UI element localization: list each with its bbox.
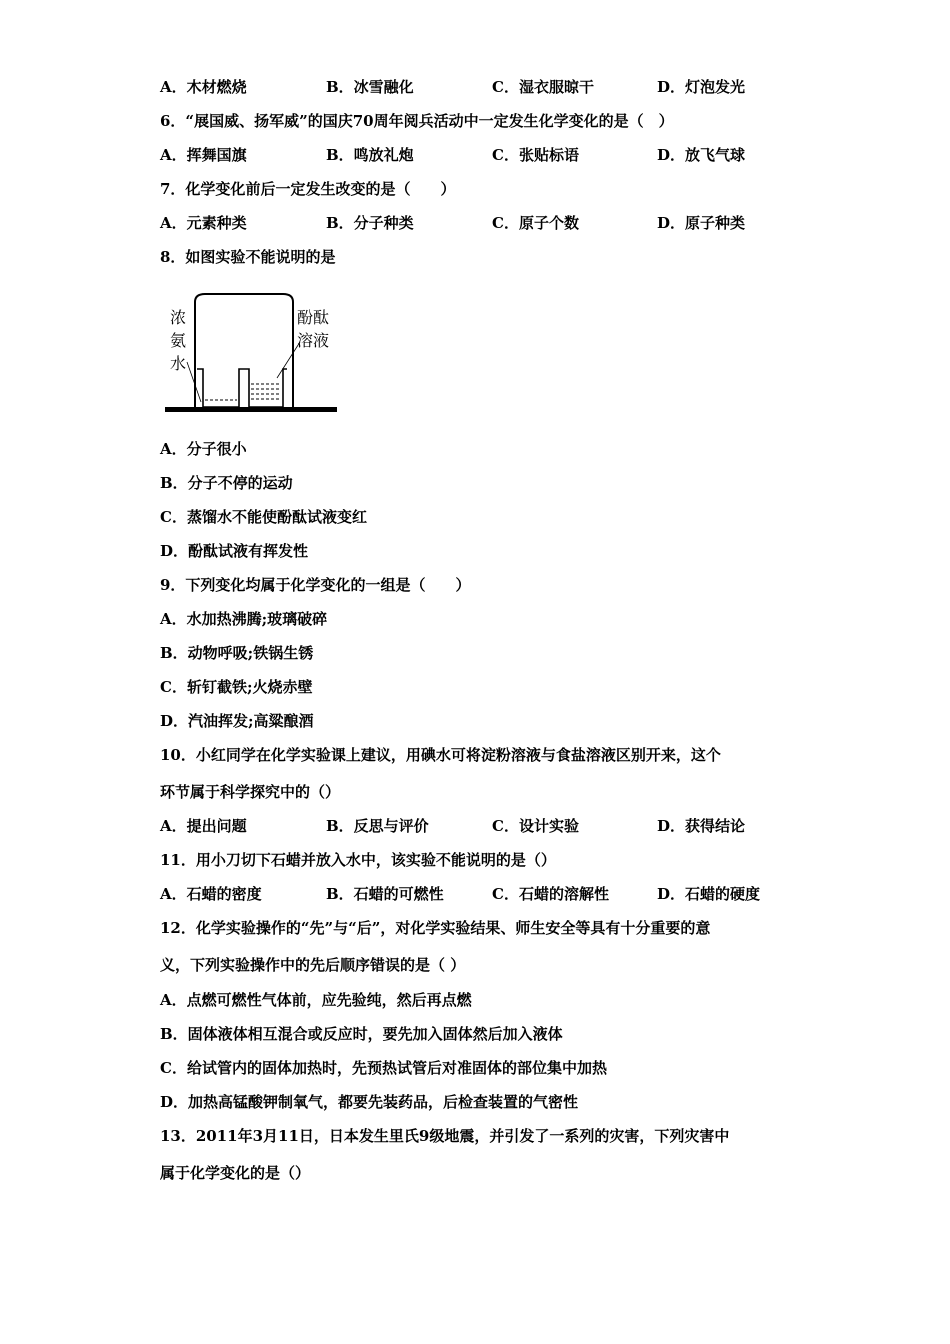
q9-option-c: C．斩钉截铁;火烧赤壁: [160, 678, 313, 696]
q8-stem: 8．如图实验不能说明的是: [160, 248, 336, 266]
q8-option-a: A．分子很小: [160, 440, 247, 458]
q10-options: [160, 816, 860, 836]
q11-option-d: D．石蜡的硬度: [657, 885, 761, 903]
q10-stem-line-1: 10．小红同学在化学实验课上建议，用碘水可将淀粉溶液与食盐溶液区别开来，这个: [160, 746, 721, 764]
q13-stem-line-2: 属于化学变化的是（）: [160, 1164, 311, 1182]
q9-option-d: D．汽油挥发;高粱酿酒: [160, 712, 314, 730]
q10-stem-line-2: 环节属于科学探究中的（）: [160, 783, 341, 801]
q12-stem-line-2: 义，下列实验操作中的先后顺序错误的是（ ）: [160, 956, 466, 974]
q7-options: [160, 213, 860, 233]
label-ammonia-2: 氨: [170, 331, 187, 350]
experiment-figure: [165, 290, 345, 420]
q9-stem: 9．下列变化均属于化学变化的一组是（ ）: [160, 576, 471, 594]
q10-option-b: B．反思与评价: [326, 817, 429, 835]
label-ammonia-1: 浓: [170, 308, 187, 327]
q11-options: [160, 884, 860, 904]
label-phenolphthalein-1: 酚酞: [297, 308, 330, 327]
q11-option-b: B．石蜡的可燃性: [326, 885, 444, 903]
q6-option-b: B．鸣放礼炮: [326, 146, 414, 164]
q5-options: [160, 77, 860, 97]
label-phenolphthalein-2: 溶液: [297, 331, 330, 350]
q12-option-b: B．固体液体相互混合或反应时，要先加入固体然后加入液体: [160, 1025, 563, 1043]
q5-option-a: A．木材燃烧: [160, 78, 247, 96]
q6-option-d: D．放飞气球: [657, 146, 746, 164]
q7-option-c: C．原子个数: [492, 214, 579, 232]
q12-option-c: C．给试管内的固体加热时，先预热试管后对准固体的部位集中加热: [160, 1059, 607, 1077]
q13-stem-line-1: 13．2011年3月11日，日本发生里氏9级地震，并引发了一系列的灾害，下列灾害中: [160, 1127, 730, 1145]
q9-option-b: B．动物呼吸;铁锅生锈: [160, 644, 314, 662]
q7-option-b: B．分子种类: [326, 214, 414, 232]
q6-stem: 6．“展国威、扬军威”的国庆70周年阅兵活动中一定发生化学变化的是（ ）: [160, 112, 674, 130]
q9-option-a: A．水加热沸腾;玻璃破碎: [160, 610, 328, 628]
q5-option-c: C．湿衣服晾干: [492, 78, 594, 96]
q7-stem: 7．化学变化前后一定发生改变的是（ ）: [160, 180, 456, 198]
q5-option-d: D．灯泡发光: [657, 78, 746, 96]
q11-option-c: C．石蜡的溶解性: [492, 885, 609, 903]
q12-stem-line-1: 12．化学实验操作的“先”与“后”，对化学实验结果、师生安全等具有十分重要的意: [160, 919, 711, 937]
q10-option-c: C．设计实验: [492, 817, 579, 835]
q10-option-d: D．获得结论: [657, 817, 746, 835]
q8-option-b: B．分子不停的运动: [160, 474, 293, 492]
q11-stem: 11．用小刀切下石蜡并放入水中，该实验不能说明的是（）: [160, 851, 556, 869]
q6-option-a: A．挥舞国旗: [160, 146, 247, 164]
q6-options: [160, 145, 860, 165]
q10-option-a: A．提出问题: [160, 817, 247, 835]
q6-option-c: C．张贴标语: [492, 146, 579, 164]
bell-jar: [195, 294, 293, 407]
q12-option-d: D．加热高锰酸钾制氧气，都要先装药品，后检查装置的气密性: [160, 1093, 579, 1111]
q11-option-a: A．石蜡的密度: [160, 885, 262, 903]
right-beaker: [245, 369, 287, 407]
q8-option-d: D．酚酞试液有挥发性: [160, 542, 309, 560]
left-beaker: [197, 369, 245, 407]
label-ammonia-3: 水: [170, 354, 187, 373]
q5-option-b: B．冰雪融化: [326, 78, 414, 96]
q12-option-a: A．点燃可燃性气体前，应先验纯，然后再点燃: [160, 991, 472, 1009]
q7-option-a: A．元素种类: [160, 214, 247, 232]
q7-option-d: D．原子种类: [657, 214, 746, 232]
q8-option-c: C．蒸馏水不能使酚酞试液变红: [160, 508, 367, 526]
